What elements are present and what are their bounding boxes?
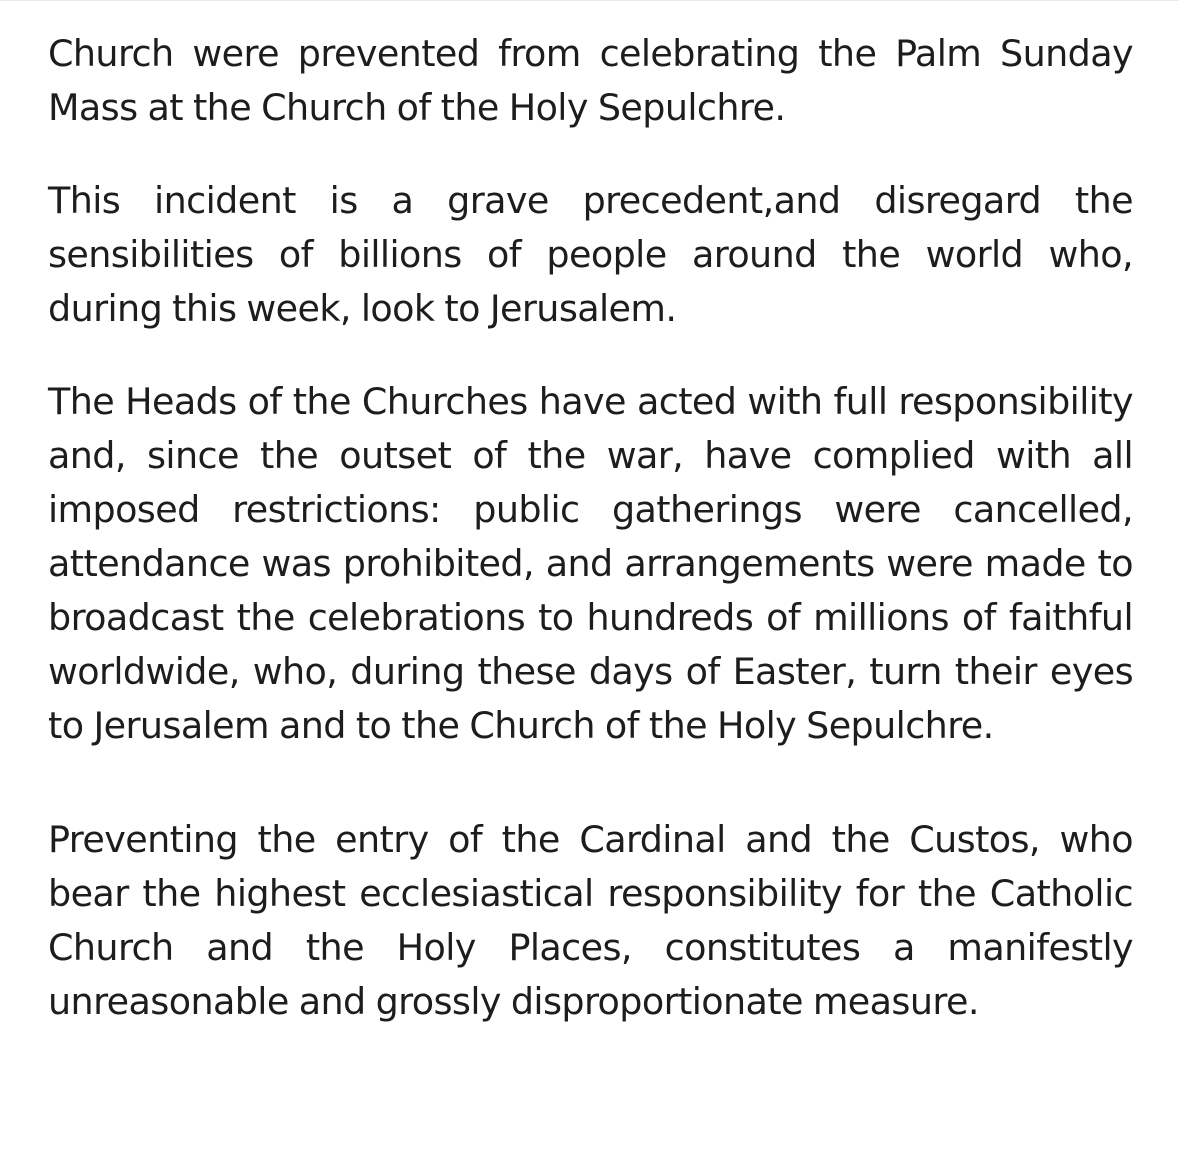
paragraph-grave-precedent: This incident is a grave precedent,and disregard the sensibilities of billions of people around the world who, during this week, look to Jerusalem. [48,179,1133,330]
paragraph-spacer [48,753,1133,813]
document-body [48,27,1133,1029]
paragraph-heads-of-churches: The Heads of the Churches have acted with full responsibility and, since the outset of the war, have complied with all imposed restrictions: public gatherings were cancelled, attendance was prohibited, and arrangements were made to broadcast the celebrations to hundreds of millions of faithful worldwide, who, during these days of Easter, turn their eyes to Jerusalem and to the Church of the Holy Sepulchre. [48,380,1133,747]
paragraph-preventing-entry: Preventing the entry of the Cardinal and the Custos, who bear the highest ecclesiastical responsibility for the Catholic Church and the Holy Places, constitutes a manifestly unreasonable and grossly disproportionate measure. [48,818,1133,1023]
paragraph-spacer [48,135,1133,174]
paragraph-palm-sunday-mass: Church were prevented from celebrating the Palm Sunday Mass at the Church of the Holy Sepulchre. [48,32,1133,129]
paragraph-spacer [48,336,1133,375]
